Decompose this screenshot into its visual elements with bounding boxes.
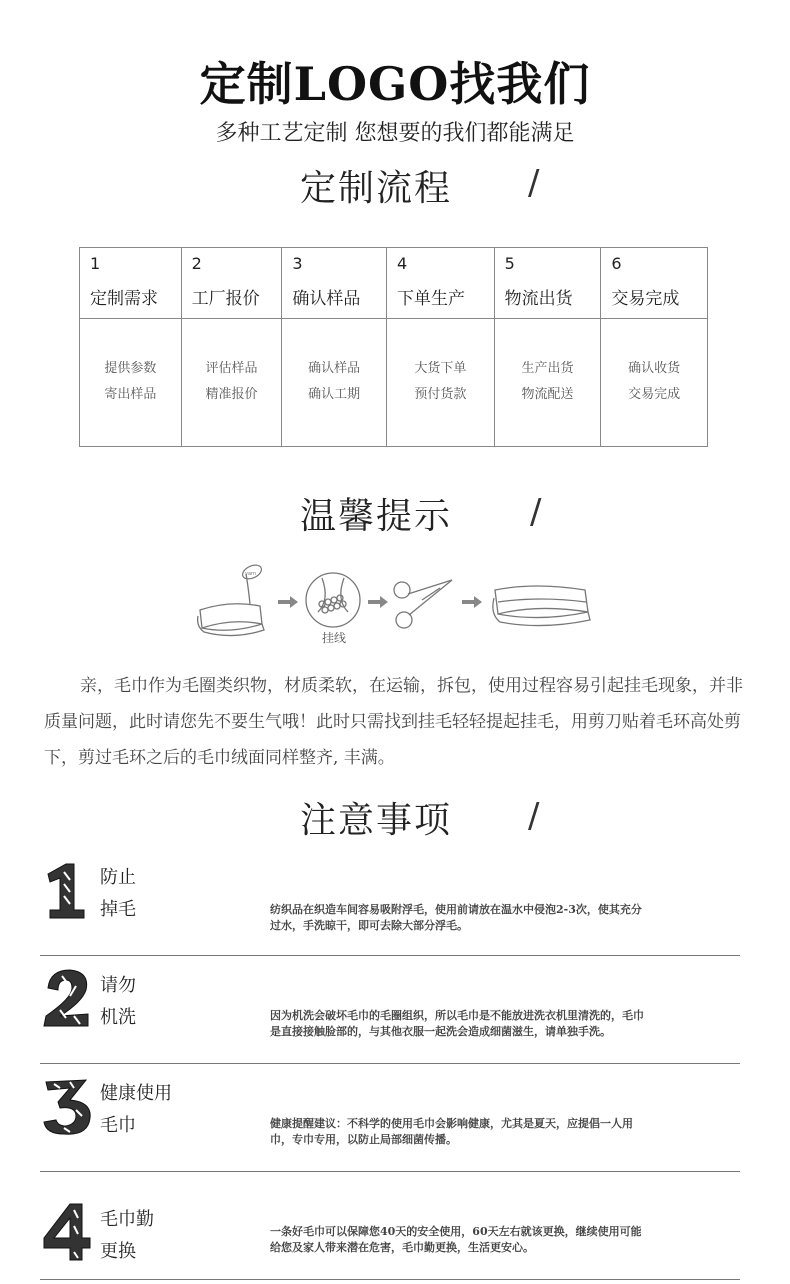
step-desc <box>495 356 601 408</box>
note-text: 纺织品在织造车间容易吸附浮毛，使用前请放在温水中侵泡2-3次，使其充分过水，手洗晾干，即可去除大部分浮毛。 <box>270 903 642 932</box>
step-name: 交易完成 <box>611 289 680 309</box>
step-number: 6 <box>611 254 622 273</box>
step-divider <box>282 318 386 319</box>
number-four-icon <box>40 1202 96 1262</box>
note-item <box>40 850 740 956</box>
folded-towel-icon <box>493 586 590 626</box>
tips-section-title <box>300 488 452 539</box>
svg-text:yarn: yarn <box>245 571 257 577</box>
step-desc-line: 交易完成 <box>628 387 681 402</box>
note-title <box>100 1078 172 1142</box>
step-divider <box>182 318 282 319</box>
tips-paragraph-text: 亲，毛巾作为毛圈类织物，材质柔软，在运输，拆包，使用过程容易引起挂毛现象，并非质量问题，此时请您先不要生气哦！此时只需找到挂毛轻轻提起挂毛，用剪刀贴着毛环高处剪下，剪过毛环之后的毛巾绒面同样整齐, 丰满。 <box>44 676 743 768</box>
step-desc-line: 预付货款 <box>414 387 467 402</box>
note-item <box>40 1174 740 1280</box>
note-text: 一条好毛巾可以保障您40天的安全使用，60天左右就该更换，继续使用可能给您及家人带来潜在危害，毛巾勤更换，生活更安心。 <box>270 1225 642 1254</box>
note-item <box>40 958 740 1064</box>
note-title-line: 毛巾勤 <box>100 1209 154 1230</box>
process-step <box>601 248 707 446</box>
note-item <box>40 1066 740 1172</box>
step-number: 1 <box>90 254 101 273</box>
step-desc <box>387 356 494 408</box>
step-desc-line: 大货下单 <box>414 361 467 376</box>
tips-title-text: 温馨提示 <box>300 496 453 537</box>
step-name: 确认样品 <box>292 289 361 309</box>
process-step <box>182 248 283 446</box>
step-desc-line: 精准报价 <box>205 387 258 402</box>
note-title <box>100 970 136 1034</box>
step-name: 下单生产 <box>397 289 466 309</box>
arrow-right-icon <box>278 596 298 608</box>
step-name: 定制需求 <box>90 289 158 309</box>
step-desc-line: 确认工期 <box>308 387 361 402</box>
number-three-icon <box>40 1076 96 1136</box>
step-divider <box>80 318 181 319</box>
note-title <box>100 862 136 926</box>
yarn-tag-icon <box>240 562 263 581</box>
note-title-line: 毛巾 <box>100 1115 136 1136</box>
illustration-label: 挂线 <box>322 631 347 645</box>
process-title-slash: / <box>528 163 540 203</box>
step-desc-line: 物流配送 <box>521 387 574 402</box>
note-title-line: 掉毛 <box>100 899 136 920</box>
loop-closeup-icon <box>306 573 360 627</box>
step-number: 3 <box>292 254 303 273</box>
note-title-line: 健康使用 <box>100 1083 172 1104</box>
main-title: 定制LOGO找我们 <box>199 57 591 111</box>
arrow-right-icon <box>462 596 482 608</box>
step-name: 工厂报价 <box>191 289 260 309</box>
note-title-line: 更换 <box>100 1241 136 1262</box>
process-title-text: 定制流程 <box>300 168 453 209</box>
note-title-line: 防止 <box>100 867 136 888</box>
step-desc-line: 寄出样品 <box>104 387 157 402</box>
note-title-line: 机洗 <box>100 1007 136 1028</box>
towel-care-illustration <box>190 560 610 650</box>
step-desc-line: 确认收货 <box>628 361 681 376</box>
step-desc <box>282 356 386 408</box>
number-two-icon <box>40 968 96 1028</box>
step-number: 5 <box>504 254 515 273</box>
process-step <box>387 248 495 446</box>
step-desc <box>80 356 181 408</box>
subtitle: 多种工艺定制 您想要的我们都能满足 <box>215 121 575 146</box>
process-table <box>79 247 708 447</box>
note-title-line: 请勿 <box>100 975 136 996</box>
step-desc <box>182 356 282 408</box>
step-divider <box>387 318 494 319</box>
step-desc-line: 评估样品 <box>205 361 258 376</box>
step-divider <box>495 318 601 319</box>
step-desc <box>601 356 707 408</box>
step-number: 4 <box>397 254 408 273</box>
step-desc-line: 确认样品 <box>308 361 361 376</box>
process-step <box>282 248 387 446</box>
notes-title-slash: / <box>528 796 540 836</box>
process-step <box>495 248 602 446</box>
notes-section-title <box>300 792 452 843</box>
step-desc-line: 生产出货 <box>521 361 574 376</box>
note-text: 健康提醒建议：不科学的使用毛巾会影响健康，尤其是夏天，应提倡一人用巾，专巾专用，以防止局部细菌传播。 <box>270 1117 633 1146</box>
arrow-right-icon <box>368 596 388 608</box>
tips-paragraph <box>44 668 754 776</box>
tips-title-slash: / <box>530 492 542 532</box>
process-section-title <box>300 160 452 211</box>
process-step <box>80 248 182 446</box>
step-name: 物流出货 <box>504 289 573 309</box>
folded-towel-icon <box>198 574 264 636</box>
scissors-icon <box>394 580 452 628</box>
notes-title-text: 注意事项 <box>300 800 453 841</box>
step-number: 2 <box>191 254 202 273</box>
step-divider <box>601 318 707 319</box>
note-title <box>100 1204 154 1268</box>
step-desc-line: 提供参数 <box>104 361 157 376</box>
number-one-icon <box>40 860 96 920</box>
note-text: 因为机洗会破坏毛巾的毛圈组织，所以毛巾是不能放进洗衣机里清洗的，毛巾是直接接触脸部的，与其他衣服一起洗会造成细菌滋生，请单独手洗。 <box>270 1009 644 1038</box>
